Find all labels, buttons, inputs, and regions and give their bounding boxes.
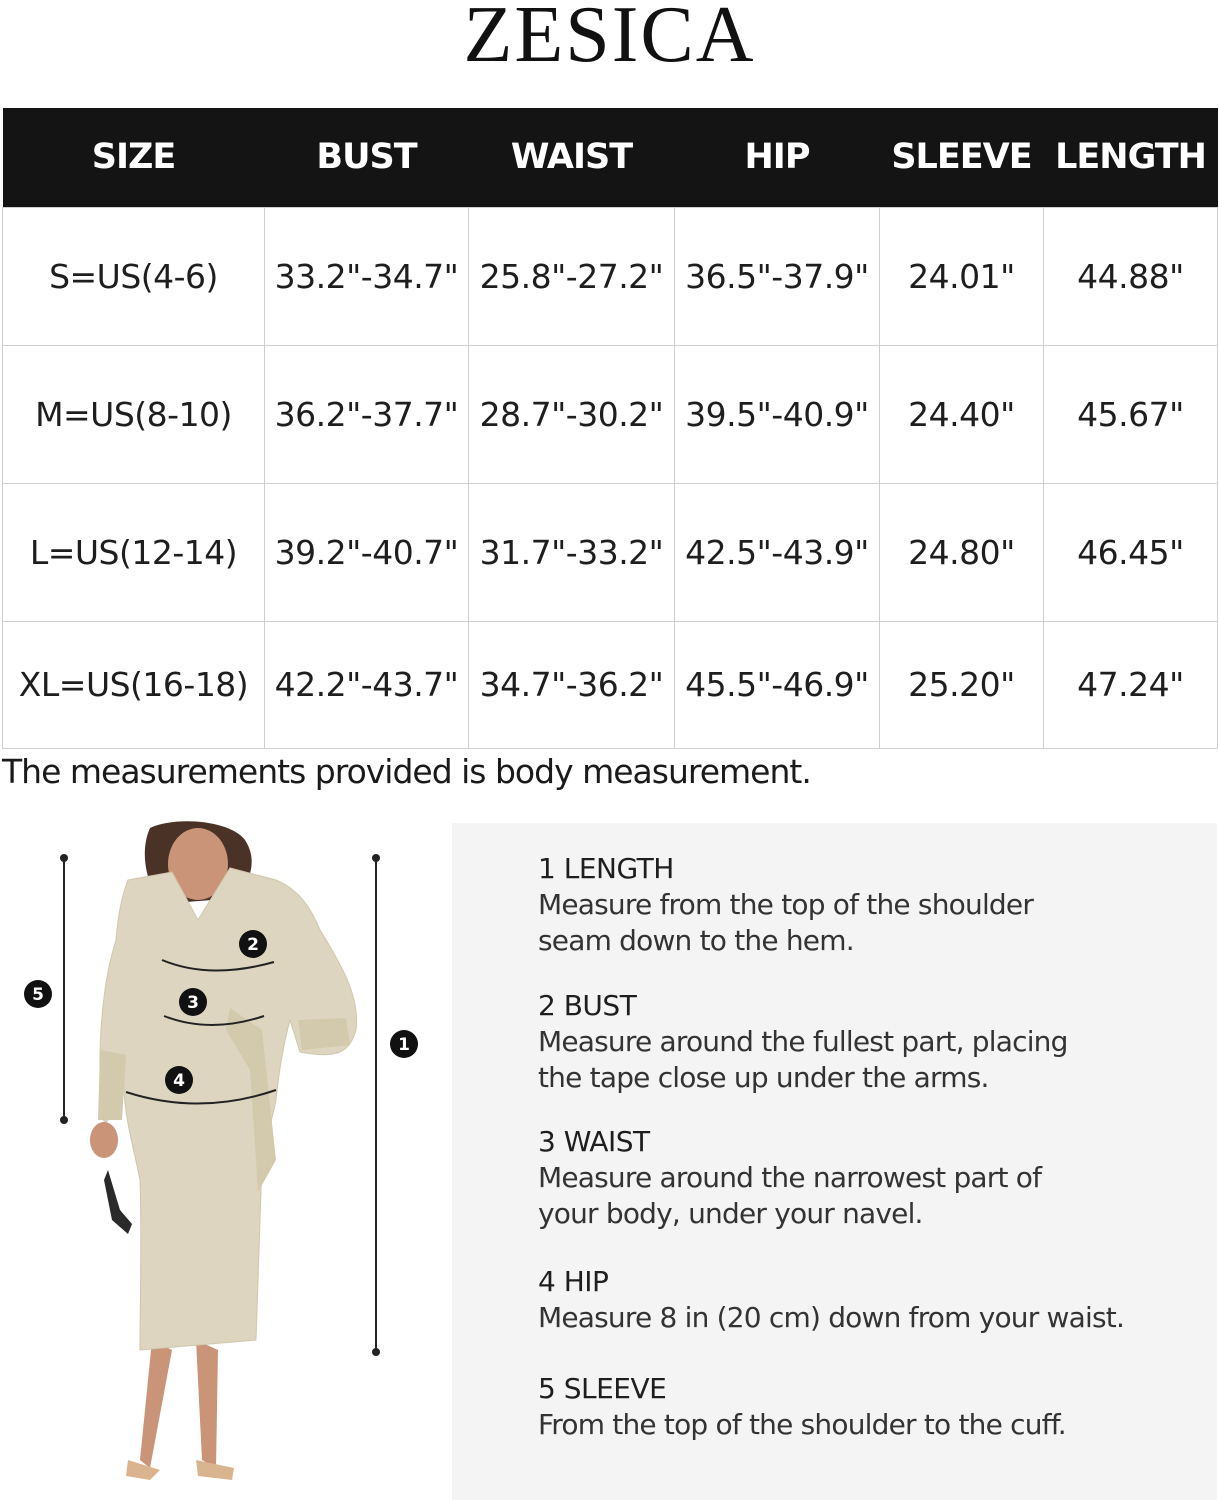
cell-hip: 42.5"-43.9" [675, 483, 880, 621]
legs-shape [140, 1340, 218, 1468]
guide-title: 1 LENGTH [538, 852, 674, 885]
table-header-row [3, 108, 1218, 207]
cell-length: 44.88" [1044, 207, 1218, 345]
svg-text:2: 2 [247, 935, 259, 955]
left-cuff [98, 1050, 126, 1120]
marker-1 [390, 1030, 418, 1058]
header-size: SIZE [3, 108, 265, 207]
table-row [3, 207, 1218, 345]
cell-waist: 25.8"-27.2" [469, 207, 675, 345]
guide-title: 5 SLEEVE [538, 1372, 667, 1405]
guide-title: 4 HIP [538, 1265, 609, 1298]
guide-desc: Measure around the fullest part, placing the tape close up under the arms. [538, 1025, 1068, 1094]
guide-title: 3 WAIST [538, 1125, 650, 1158]
cell-hip: 39.5"-40.9" [675, 345, 880, 483]
guide-desc: Measure 8 in (20 cm) down from your waist. [538, 1301, 1125, 1334]
cell-size: XL=US(16-18) [3, 621, 265, 748]
cell-waist: 34.7"-36.2" [469, 621, 675, 748]
cell-bust: 39.2"-40.7" [265, 483, 469, 621]
measurement-note: The measurements provided is body measurement. [2, 752, 811, 791]
length-guide-bottom-dot [372, 1348, 380, 1356]
guide-item-sleeve [538, 1371, 1198, 1443]
svg-text:5: 5 [32, 985, 44, 1005]
cell-sleeve: 24.01" [880, 207, 1044, 345]
table-row [3, 621, 1218, 748]
cell-sleeve: 25.20" [880, 621, 1044, 748]
cell-size: L=US(12-14) [3, 483, 265, 621]
guide-item-waist [538, 1124, 1078, 1232]
cell-sleeve: 24.80" [880, 483, 1044, 621]
header-bust: BUST [265, 108, 469, 207]
cell-length: 47.24" [1044, 621, 1218, 748]
cell-bust: 33.2"-34.7" [265, 207, 469, 345]
cell-length: 46.45" [1044, 483, 1218, 621]
marker-4 [165, 1066, 193, 1094]
sleeve-guide-top-dot [60, 854, 68, 862]
sandals-shape [126, 1460, 234, 1480]
size-chart-table [2, 108, 1218, 749]
length-guide-top-dot [372, 854, 380, 862]
brand-logo: ZESICA [463, 0, 756, 79]
cell-waist: 28.7"-30.2" [469, 345, 675, 483]
cell-length: 45.67" [1044, 345, 1218, 483]
cell-size: M=US(8-10) [3, 345, 265, 483]
cell-sleeve: 24.40" [880, 345, 1044, 483]
cell-size: S=US(4-6) [3, 207, 265, 345]
header-waist: WAIST [469, 108, 675, 207]
sunglasses-icon [104, 1170, 132, 1234]
dress-shape [100, 868, 357, 1350]
svg-text:1: 1 [398, 1035, 410, 1055]
cell-waist: 31.7"-33.2" [469, 483, 675, 621]
svg-text:4: 4 [173, 1071, 185, 1091]
guide-item-bust [538, 988, 1098, 1096]
guide-desc: Measure from the top of the shoulder seam down to the hem. [538, 888, 1034, 957]
guide-title: 2 BUST [538, 989, 637, 1022]
cell-hip: 36.5"-37.9" [675, 207, 880, 345]
marker-3 [179, 988, 207, 1016]
hand-shape [90, 1122, 118, 1158]
cell-bust: 36.2"-37.7" [265, 345, 469, 483]
guide-desc: Measure around the narrowest part of your body, under your navel. [538, 1161, 1042, 1230]
svg-text:3: 3 [187, 993, 199, 1013]
measurement-guide-panel [452, 823, 1217, 1500]
header-length: LENGTH [1044, 108, 1218, 207]
header-sleeve: SLEEVE [880, 108, 1044, 207]
table-row [3, 345, 1218, 483]
cell-hip: 45.5"-46.9" [675, 621, 880, 748]
guide-desc: From the top of the shoulder to the cuff. [538, 1408, 1066, 1441]
right-cuff [298, 1018, 350, 1050]
guide-item-length [538, 851, 1058, 959]
header-hip: HIP [675, 108, 880, 207]
marker-5 [24, 980, 52, 1008]
marker-2 [239, 930, 267, 958]
guide-item-hip [538, 1264, 1198, 1336]
sleeve-guide-bottom-dot [60, 1116, 68, 1124]
model-figure [0, 820, 450, 1500]
table-row [3, 483, 1218, 621]
cell-bust: 42.2"-43.7" [265, 621, 469, 748]
